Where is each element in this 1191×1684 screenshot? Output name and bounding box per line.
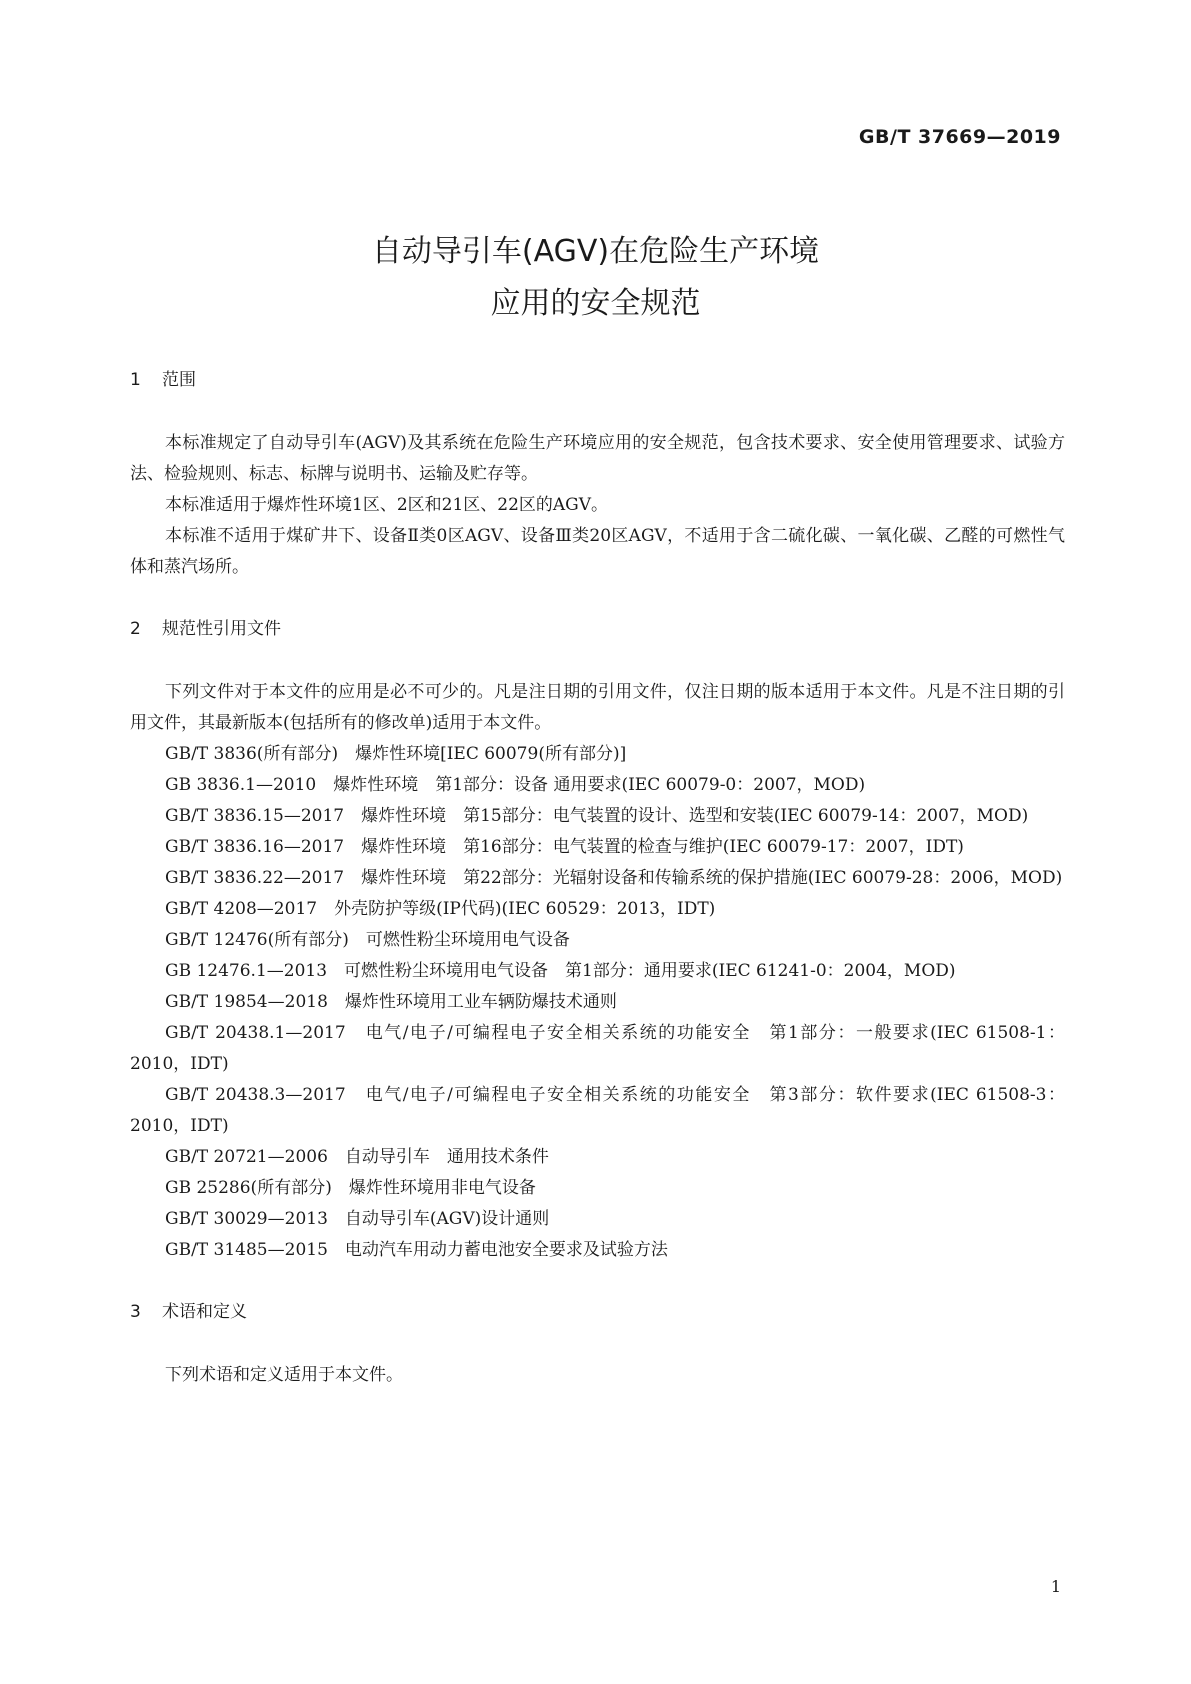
section-heading: [130, 617, 1065, 641]
section-title: 规范性引用文件: [162, 619, 281, 639]
section-scope: [130, 368, 1065, 583]
reference-item: GB/T 20438.3—2017 电气/电子/可编程电子安全相关系统的功能安全 第3部分：软件要求(IEC 61508-3：2010，IDT): [130, 1085, 1065, 1136]
section-title: 范围: [162, 370, 196, 390]
page-header-standard-code: GB/T 37669—2019: [858, 126, 1061, 148]
reference-item: GB/T 19854—2018 爆炸性环境用工业车辆防爆技术通则: [165, 992, 617, 1012]
document-title: [0, 226, 1191, 330]
reference-item: GB 12476.1—2013 可燃性粉尘环境用电气设备 第1部分：通用要求(IEC 61241-0：2004，MOD): [165, 961, 956, 981]
section-title: 术语和定义: [162, 1302, 247, 1322]
paragraph: 下列术语和定义适用于本文件。: [165, 1365, 403, 1385]
paragraph: 本标准适用于爆炸性环境1区、2区和21区、22区的AGV。: [165, 495, 609, 515]
reference-item: GB/T 20438.1—2017 电气/电子/可编程电子安全相关系统的功能安全 第1部分：一般要求(IEC 61508-1：2010，IDT): [130, 1023, 1065, 1074]
paragraph: 本标准不适用于煤矿井下、设备Ⅱ类0区AGV、设备Ⅲ类20区AGV，不适用于含二硫化碳、一氧化碳、乙醛的可燃性气体和蒸汽场所。: [130, 526, 1065, 577]
reference-item: GB/T 3836.16—2017 爆炸性环境 第16部分：电气装置的检查与维护(IEC 60079-17：2007，IDT): [165, 837, 964, 857]
reference-item: GB/T 12476(所有部分) 可燃性粉尘环境用电气设备: [165, 930, 570, 950]
section-heading: [130, 368, 1065, 392]
reference-item: GB 3836.1—2010 爆炸性环境 第1部分：设备 通用要求(IEC 60079-0：2007，MOD): [165, 775, 866, 795]
reference-item: GB/T 31485—2015 电动汽车用动力蓄电池安全要求及试验方法: [165, 1240, 668, 1260]
reference-item: GB/T 4208—2017 外壳防护等级(IP代码)(IEC 60529：2013，IDT): [165, 899, 716, 919]
document-title-line-2: 应用的安全规范: [490, 286, 701, 321]
section-number: 1: [130, 370, 141, 390]
section-number: 2: [130, 619, 141, 639]
reference-item: GB/T 20721—2006 自动导引车 通用技术条件: [165, 1147, 549, 1167]
reference-item: GB/T 3836.15—2017 爆炸性环境 第15部分：电气装置的设计、选型和安装(IEC 60079-14：2007，MOD): [165, 806, 1029, 826]
reference-item: GB/T 3836.22—2017 爆炸性环境 第22部分：光辐射设备和传输系统的保护措施(IEC 60079-28：2006，MOD): [165, 868, 1063, 888]
document-body: [130, 368, 1065, 1391]
reference-item: GB/T 30029—2013 自动导引车(AGV)设计通则: [165, 1209, 550, 1229]
paragraph: 下列文件对于本文件的应用是必不可少的。凡是注日期的引用文件，仅注日期的版本适用于本文件。凡是不注日期的引用文件，其最新版本(包括所有的修改单)适用于本文件。: [130, 682, 1065, 733]
document-title-line-1: 自动导引车(AGV)在危险生产环境: [371, 234, 820, 269]
reference-item: GB 25286(所有部分) 爆炸性环境用非电气设备: [165, 1178, 536, 1198]
section-terms-and-definitions: [130, 1300, 1065, 1391]
page-number: 1: [1050, 1577, 1061, 1596]
section-normative-references: [130, 617, 1065, 1266]
reference-item: GB/T 3836(所有部分) 爆炸性环境[IEC 60079(所有部分)]: [165, 744, 627, 764]
section-heading: [130, 1300, 1065, 1324]
section-number: 3: [130, 1302, 141, 1322]
paragraph: 本标准规定了自动导引车(AGV)及其系统在危险生产环境应用的安全规范，包含技术要求、安全使用管理要求、试验方法、检验规则、标志、标牌与说明书、运输及贮存等。: [130, 433, 1065, 484]
